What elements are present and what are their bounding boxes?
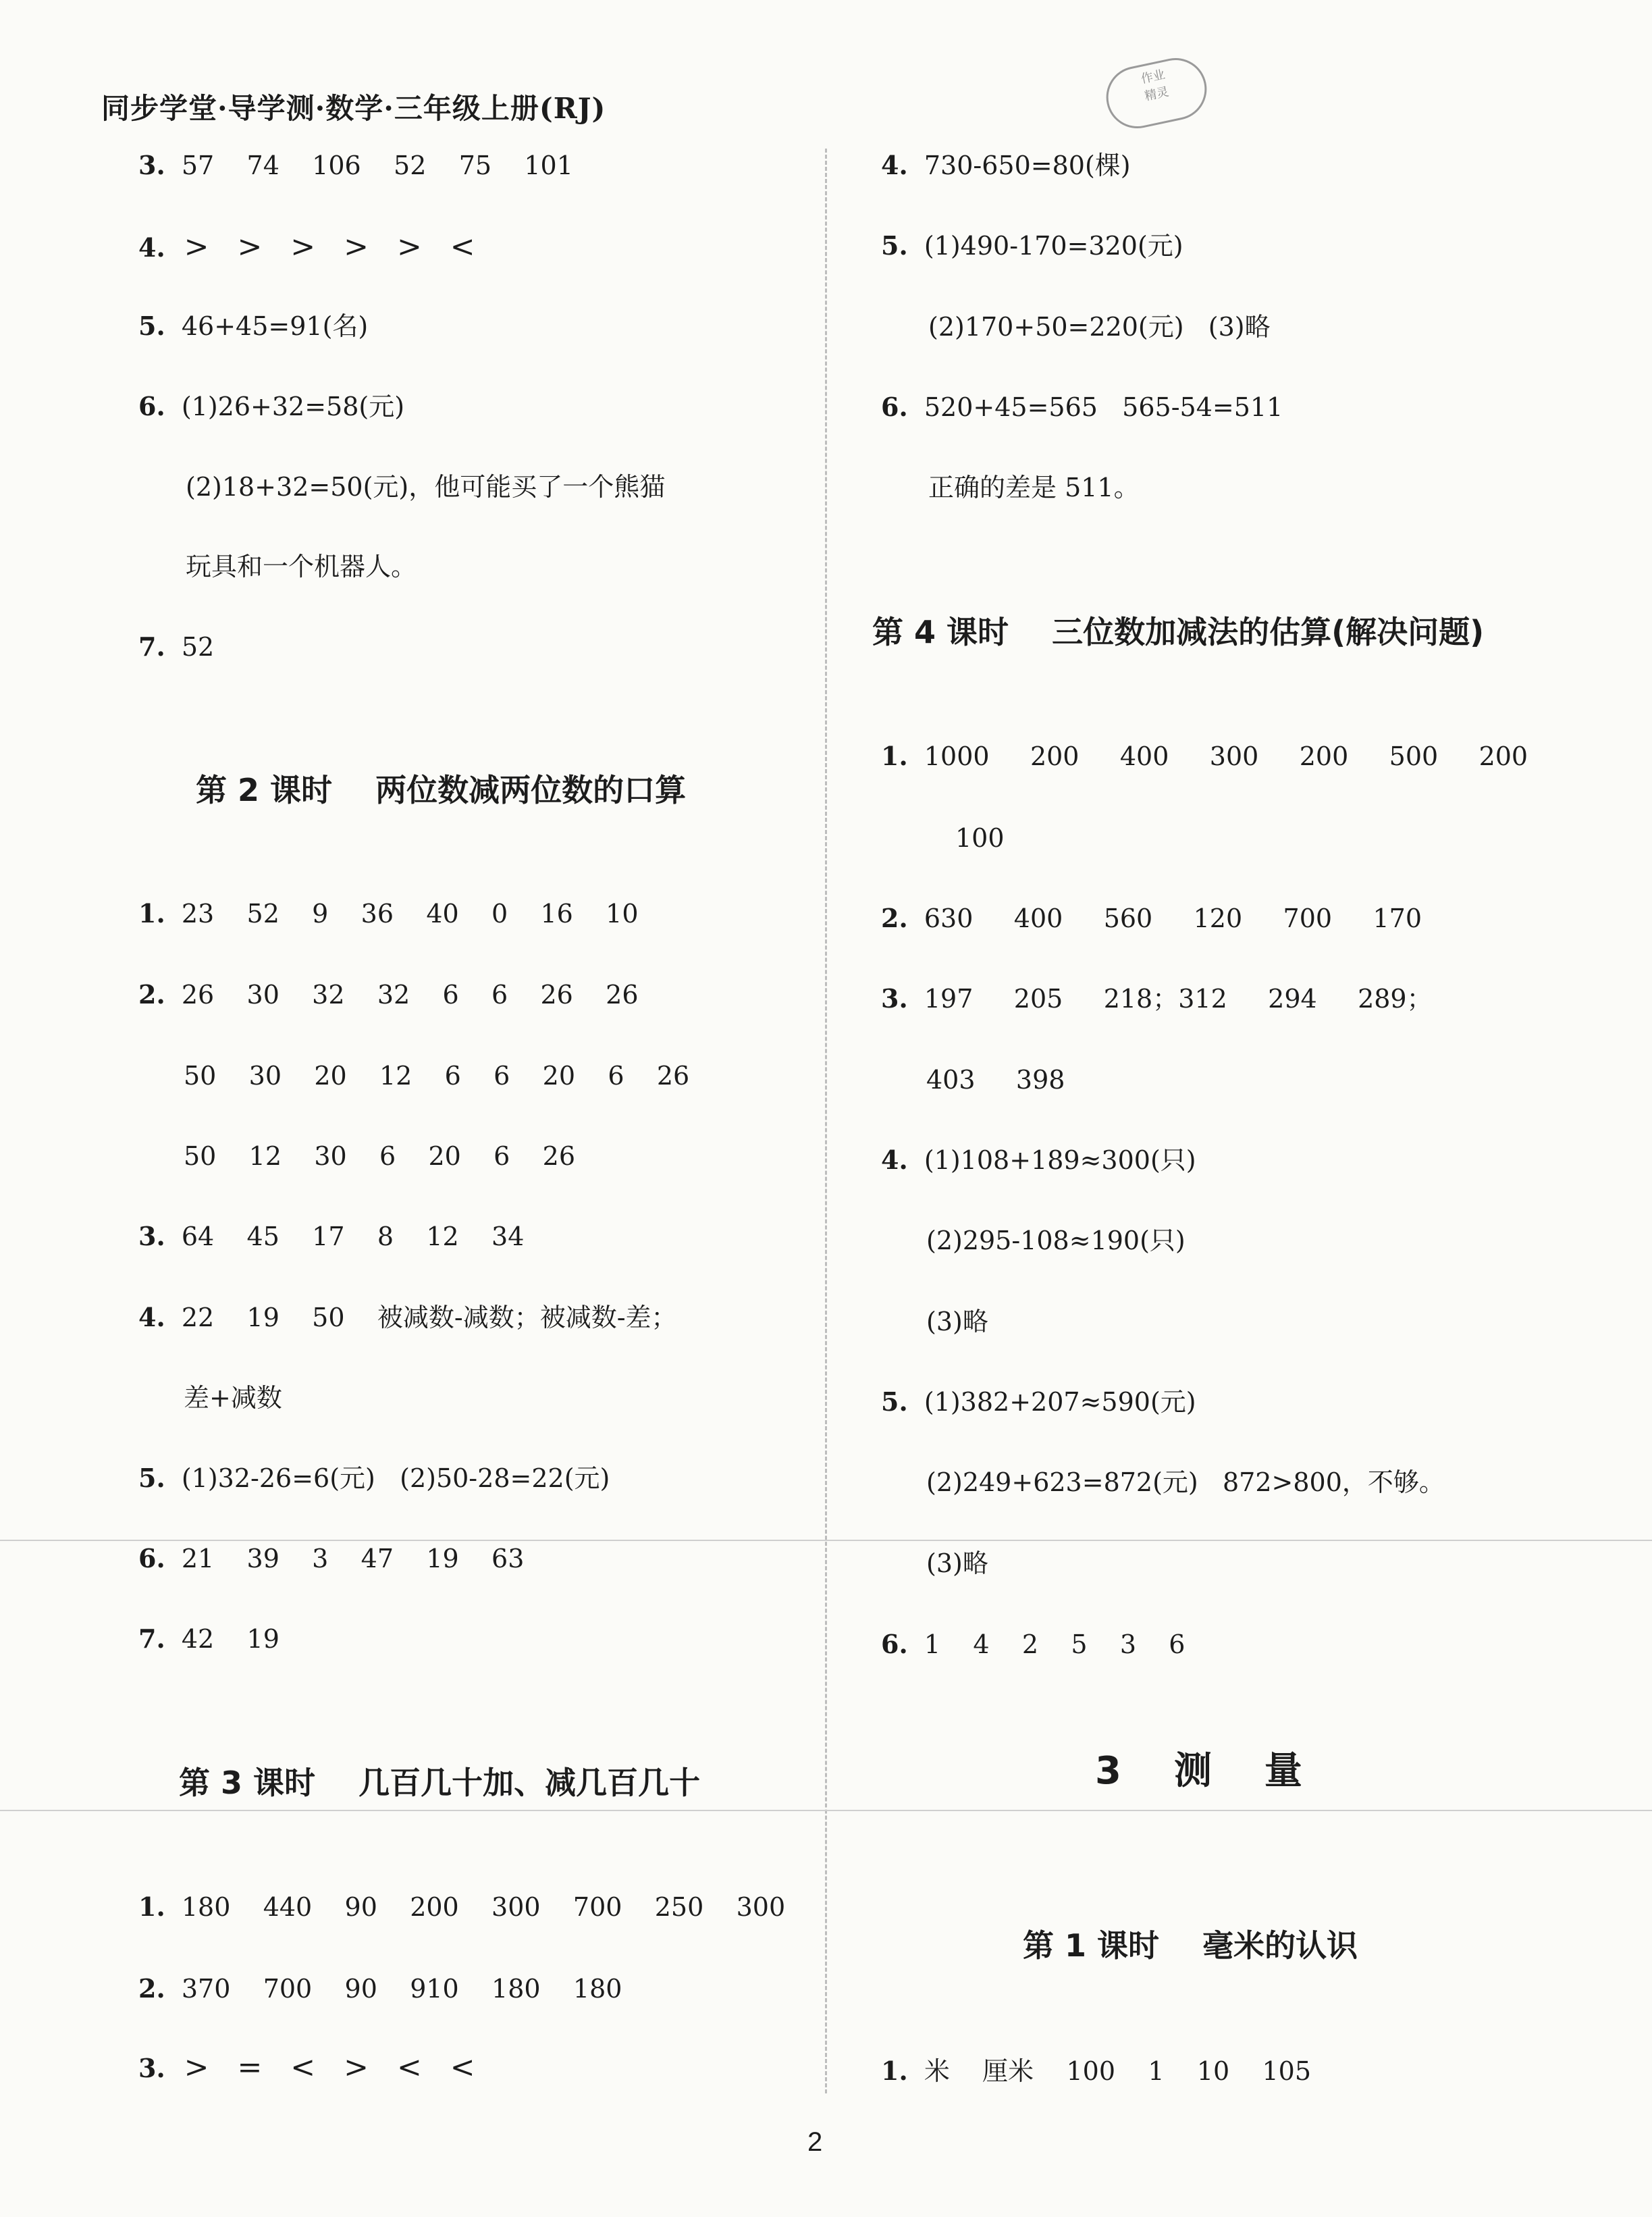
stamp-line-2: 精灵 (1143, 84, 1171, 104)
answer-row: 1. 1000 200 400 300 200 500 200 (881, 741, 1528, 771)
answer-row: 3. 64 45 17 8 12 34 (138, 1221, 525, 1251)
answer-row-cont: (2)170+50=220(元) (3)略 (928, 312, 1271, 342)
answer-row: 7. 52 (138, 631, 215, 662)
answer-row-cont: 403 398 (926, 1065, 1065, 1095)
answer-row: 2. 26 30 32 32 6 6 26 26 (138, 979, 639, 1010)
answer-row-cont: (2)18+32=50(元)，他可能买了一个熊猫 (186, 472, 666, 502)
answer-row: 6. 520+45=565 565-54=511 (881, 392, 1283, 422)
answer-row: 3. 57 74 106 52 75 101 (138, 150, 573, 180)
column-divider (825, 149, 827, 2093)
answer-row: 4. 22 19 50 被减数-减数；被减数-差； (138, 1302, 677, 1332)
section-heading: 第 2 课时 两位数减两位数的口算 (196, 772, 687, 808)
answer-row: 1. 米 厘米 100 1 10 105 (881, 2056, 1312, 2086)
answer-row: 4. > > > > > < (138, 230, 475, 264)
answer-row: 4. (1)108+189≈300(只) (881, 1145, 1196, 1175)
answer-row: 1. 180 440 90 200 300 700 250 300 (138, 1892, 786, 1922)
answer-row: 3. 197 205 218；312 294 289； (881, 983, 1433, 1014)
running-header: 同步学堂·导学测·数学·三年级上册(RJ) (101, 92, 606, 125)
answer-row-cont: 正确的差是 511。 (928, 473, 1140, 502)
answer-row: 2. 630 400 560 120 700 170 (881, 903, 1422, 933)
answer-row: 7. 42 19 (138, 1623, 279, 1654)
publisher-stamp (1100, 52, 1213, 134)
answer-row: 6. 21 39 3 47 19 63 (138, 1543, 525, 1573)
answer-row: 5. (1)382+207≈590(元) (881, 1386, 1196, 1417)
scan-fold-line (0, 1540, 1652, 1541)
answer-row: 4. 730-650=80(棵) (881, 150, 1131, 180)
answer-row: 3. > = < > < < (138, 2050, 475, 2085)
answer-row-cont: (3)略 (926, 1548, 988, 1578)
answer-row: 2. 370 700 90 910 180 180 (138, 1973, 622, 2004)
answer-row-cont: 50 30 20 12 6 6 20 6 26 (184, 1061, 690, 1091)
section-heading: 第 1 课时 毫米的认识 (1023, 1927, 1358, 1964)
answer-row: 1. 23 52 9 36 40 0 16 10 (138, 898, 639, 929)
answer-row: 5. 46+45=91(名) (138, 311, 369, 341)
answer-row-cont: (2)249+623=872(元) 872>800，不够。 (926, 1467, 1445, 1497)
answer-row: 6. (1)26+32=58(元) (138, 391, 405, 421)
answer-row-cont: (3)略 (926, 1307, 988, 1336)
answer-row: 5. (1)32-26=6(元) (2)50-28=22(元) (138, 1463, 610, 1493)
answer-row-cont: 玩具和一个机器人。 (186, 552, 417, 581)
answer-row-cont: (2)295-108≈190(只) (926, 1226, 1185, 1255)
answer-row-cont: 100 (955, 823, 1005, 853)
answer-row: 6. 1 4 2 5 3 6 (881, 1629, 1185, 1659)
section-heading: 第 3 课时 几百几十加、减几百几十 (179, 1765, 701, 1801)
stamp-line-1: 作业 (1140, 68, 1167, 87)
answer-row: 5. (1)490-170=320(元) (881, 230, 1183, 261)
chapter-title: 3 测 量 (1095, 1749, 1302, 1793)
answer-row-cont: 差+减数 (184, 1383, 282, 1413)
answer-row-cont: 50 12 30 6 20 6 26 (184, 1141, 576, 1171)
scan-fold-line (0, 1810, 1652, 1811)
section-heading: 第 4 课时 三位数加减法的估算(解决问题) (872, 614, 1485, 650)
page-number: 2 (807, 2127, 823, 2157)
